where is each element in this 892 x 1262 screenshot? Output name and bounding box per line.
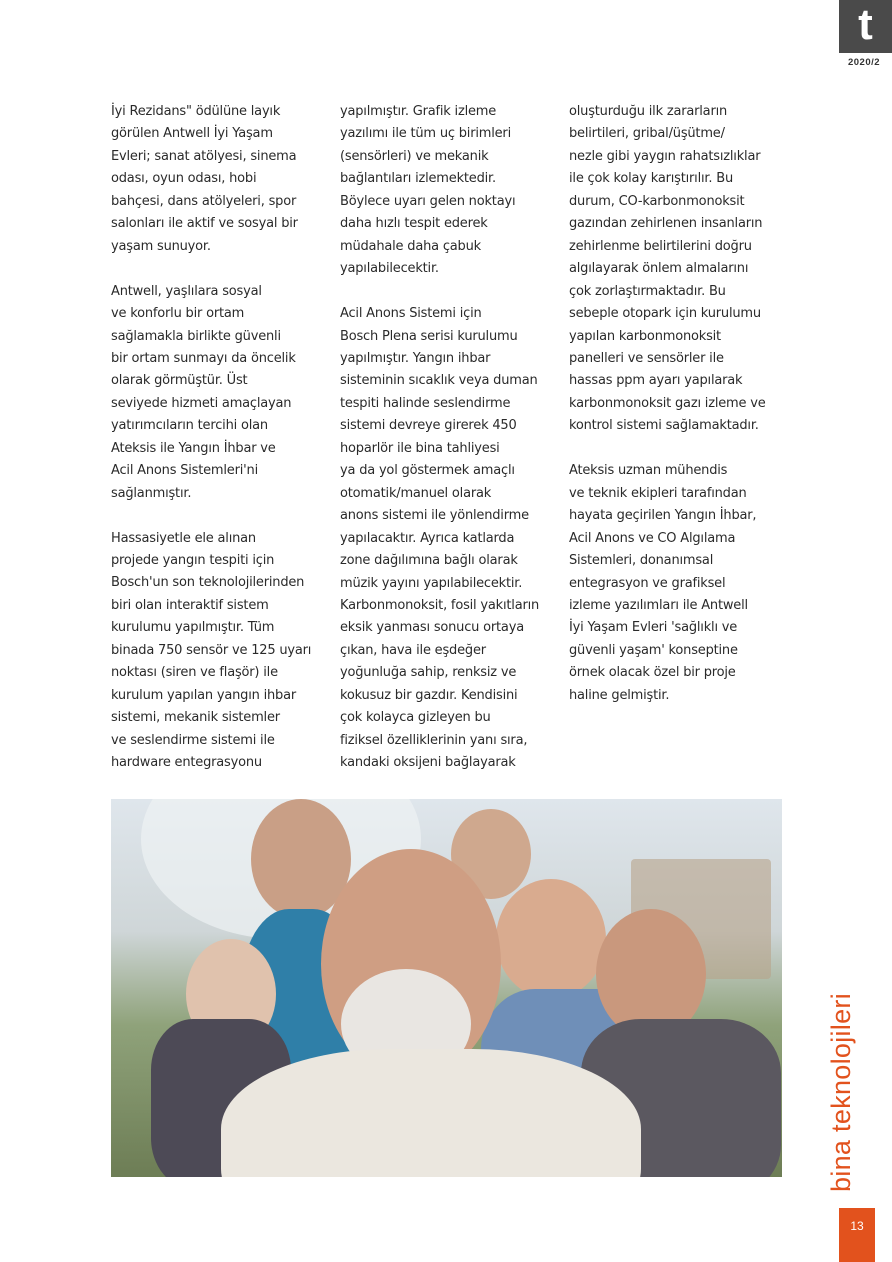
text-column-2 [340,101,568,797]
text-line: müzik yayını yapılabilecektir. [340,575,523,591]
text-line: (sensörleri) ve mekanik [340,148,489,164]
text-line: bağlantıları izlemektedir. [340,171,496,187]
text-line: Antwell, yaşlılara sosyal [111,283,262,299]
paragraph [569,460,797,707]
text-line: bahçesi, dans atölyeleri, spor [111,193,297,209]
text-line: Ateksis uzman mühendis [569,463,728,479]
section-label: bina teknolojileri [826,992,856,1192]
text-line: anons sistemi ile yönlendirme [340,508,529,524]
text-line: kandaki oksijeni bağlayarak [340,755,516,771]
text-line: güvenli yaşam' konseptine [569,642,738,658]
page-number: 13 [839,1208,875,1262]
text-line: daha hızlı tespit ederek [340,216,488,232]
text-line: örnek olacak özel bir proje [569,665,736,681]
seniors-selfie-photo [111,799,782,1177]
text-line: algılayarak önlem almalarını [569,261,749,277]
text-line: sağlanmıştır. [111,485,192,501]
text-line: seviyede hizmeti amaçlayan [111,395,292,411]
text-line: eksik yanması sonucu ortaya [340,620,524,636]
text-line: hardware entegrasyonu [111,755,262,771]
text-line: sebeple otopark için kurulumu [569,306,761,322]
text-line: sağlamakla birlikte güvenli [111,328,281,344]
text-line: ya da yol göstermek amaçlı [340,463,515,479]
text-line: salonları ile aktif ve sosyal bir [111,216,298,232]
text-line: oluşturduğu ilk zararların [569,104,728,119]
text-line: müdahale daha çabuk [340,238,481,254]
text-line: projede yangın tespiti için [111,553,275,569]
text-line: Acil Anons Sistemi için [340,306,482,322]
text-line: binada 750 sensör ve 125 uyarı [111,642,312,658]
text-line: yapılacaktır. Ayrıca katlarda [340,530,515,546]
text-line: çok zorlaştırmaktadır. Bu [569,283,726,299]
text-line: sistemi, mekanik sistemler [111,710,280,726]
text-line: Hassasiyetle ele alınan [111,530,256,546]
text-line: Böylece uyarı gelen noktayı [340,193,516,209]
text-line: Acil Anons ve CO Algılama [569,530,736,546]
text-line: belirtileri, gribal/üşütme/ [569,126,725,142]
text-line: İyi Yaşam Evleri 'sağlıklı ve [569,620,738,636]
text-line: noktası (siren ve flaşör) ile [111,665,278,681]
text-line: yoğunluğa sahip, renksiz ve [340,665,517,681]
text-line: ve teknik ekipleri tarafından [569,485,747,501]
text-line: Karbonmonoksit, fosil yakıtların [340,597,540,613]
text-line: otomatik/manuel olarak [340,485,492,501]
text-column-3 [569,101,797,730]
text-line: ile çok kolay karıştırılır. Bu [569,171,733,187]
text-line: kokusuz bir gazdır. Kendisini [340,687,518,703]
text-line: durum, CO-karbonmonoksit [569,193,745,209]
text-line: hoparlör ile bina tahliyesi [340,440,500,456]
text-line: sisteminin sıcaklık veya duman [340,373,538,389]
text-line: yazılımı ile tüm uç birimleri [340,126,511,142]
text-line: karbonmonoksit gazı izleme ve [569,395,766,411]
paragraph [111,528,339,775]
text-line: görülen Antwell İyi Yaşam [111,126,273,142]
text-line: Bosch'un son teknolojilerinden [111,575,305,591]
text-line: İyi Rezidans" ödülüne layık [111,104,281,119]
paragraph [569,101,797,438]
text-line: ve seslendirme sistemi ile [111,732,275,748]
text-line: gazından zehirlenen insanların [569,216,763,232]
magazine-logo: t [839,0,892,53]
text-line: biri olan interaktif sistem [111,597,269,613]
text-line: çok kolayca gizleyen bu [340,710,491,726]
text-line: yapılmıştır. Yangın ihbar [340,350,491,366]
text-line: kurulumu yapılmıştır. Tüm [111,620,275,636]
issue-number: 2020/2 [847,57,881,68]
text-line: yapılan karbonmonoksit [569,328,721,344]
text-line: yapılabilecektir. [340,261,439,277]
text-line: izleme yazılımları ile Antwell [569,597,748,613]
text-line: kurulum yapılan yangın ihbar [111,687,297,703]
text-line: odası, oyun odası, hobi [111,171,257,187]
text-column-1 [111,101,339,797]
text-line: Evleri; sanat atölyesi, sinema [111,148,297,164]
text-line: hayata geçirilen Yangın İhbar, [569,508,757,524]
text-line: zehirlenme belirtilerini doğru [569,238,752,254]
text-line: haline gelmiştir. [569,687,670,703]
paragraph [111,101,339,258]
text-line: Sistemleri, donanımsal [569,553,714,569]
text-line: olarak görmüştür. Üst [111,373,248,389]
text-line: yapılmıştır. Grafik izleme [340,104,497,119]
text-line: kontrol sistemi sağlamaktadır. [569,418,759,434]
paragraph [111,281,339,506]
text-line: yatırımcıların tercihi olan [111,418,268,434]
text-line: Ateksis ile Yangın İhbar ve [111,440,276,456]
text-line: yaşam sunuyor. [111,238,211,254]
text-line: nezle gibi yaygın rahatsızlıklar [569,148,761,164]
paragraph [340,101,568,281]
text-line: entegrasyon ve grafiksel [569,575,726,591]
text-line: panelleri ve sensörler ile [569,350,724,366]
text-line: hassas ppm ayarı yapılarak [569,373,743,389]
text-line: sistemi devreye girerek 450 [340,418,517,434]
text-line: Bosch Plena serisi kurulumu [340,328,518,344]
text-line: fiziksel özelliklerinin yanı sıra, [340,732,528,748]
text-line: ve konforlu bir ortam [111,306,245,322]
text-line: Acil Anons Sistemleri'ni [111,463,258,479]
paragraph [340,303,568,775]
text-line: çıkan, hava ile eşdeğer [340,642,486,658]
text-line: zone dağılımına bağlı olarak [340,553,518,569]
text-line: tespiti halinde seslendirme [340,395,511,411]
text-line: bir ortam sunmayı da öncelik [111,350,296,366]
